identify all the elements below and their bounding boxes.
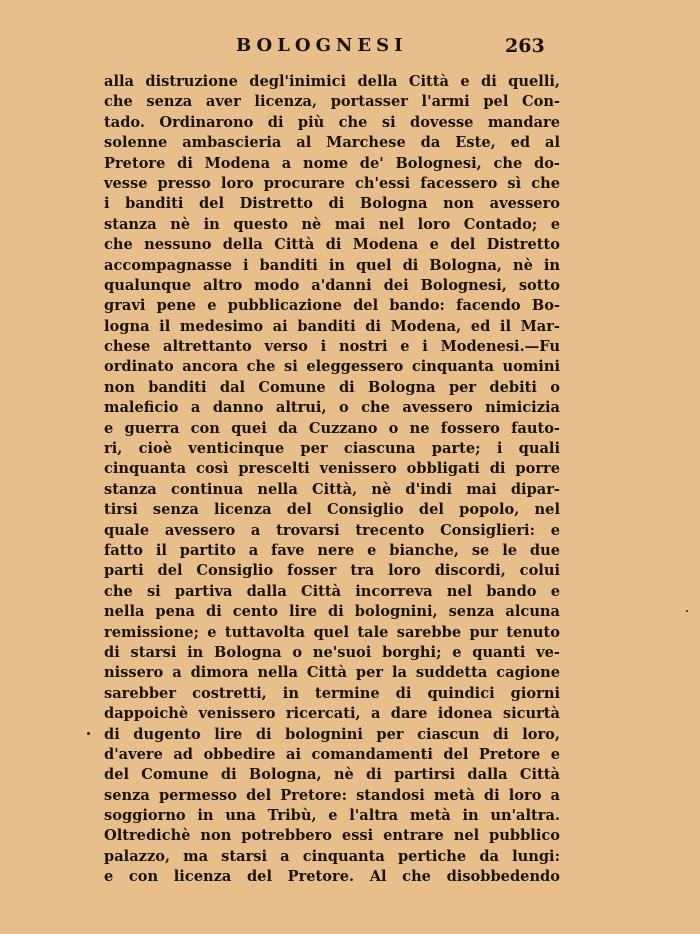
text-line: vesse presso loro procurare ch'essi facessero sì che bbox=[104, 174, 560, 192]
text-line: e con licenza del Pretore. Al che disobbedendo bbox=[104, 868, 560, 886]
text-line: gravi pene e pubblicazione del bando: facendo Bo- bbox=[104, 297, 560, 315]
text-line: che nessuno della Città di Modena e del Distretto bbox=[104, 236, 560, 254]
text-line: fatto il partito a fave nere e bianche, se le due bbox=[104, 541, 560, 559]
text-line: Pretore di Modena a nome de' Bolognesi, che do- bbox=[104, 154, 560, 172]
text-line: che si partiva dalla Città incorreva nel bando e bbox=[104, 582, 560, 600]
text-line: cinquanta così prescelti venissero obbligati di porre bbox=[104, 460, 560, 478]
text-line: Oltredichè non potrebbero essi entrare nel pubblico bbox=[104, 827, 560, 845]
text-line: ordinato ancora che si eleggessero cinquanta uomini bbox=[104, 358, 560, 376]
text-line: parti del Consiglio fosser tra loro discordi, colui bbox=[104, 562, 560, 580]
text-line: stanza nè in questo nè mai nel loro Contado; e bbox=[104, 215, 560, 233]
text-line: soggiorno in una Tribù, e l'altra metà in un'altra. bbox=[104, 807, 560, 825]
ink-speck bbox=[686, 610, 688, 612]
text-line: palazzo, ma starsi a cinquanta pertiche da lungi: bbox=[104, 847, 560, 865]
text-line: senza permesso del Pretore: standosi metà di loro a bbox=[104, 786, 560, 804]
text-line: solenne ambascieria al Marchese da Este, ed al bbox=[104, 134, 560, 152]
text-line: del Comune di Bologna, nè di partirsi dalla Città bbox=[104, 766, 560, 784]
text-line: remissione; e tuttavolta quel tale sarebbe pur tenuto bbox=[104, 623, 560, 641]
text-line: chese altrettanto verso i nostri e i Modenesi.—Fu bbox=[104, 338, 560, 356]
ink-speck bbox=[87, 732, 90, 735]
text-line: d'avere ad obbedire ai comandamenti del Pretore e bbox=[104, 745, 560, 763]
body-text bbox=[104, 72, 560, 888]
text-line: stanza continua nella Città, nè d'indi mai dipar- bbox=[104, 480, 560, 498]
text-line: non banditi dal Comune di Bologna per debiti o bbox=[104, 378, 560, 396]
text-line: che senza aver licenza, portasser l'armi pel Con- bbox=[104, 93, 560, 111]
running-head: BOLOGNESI bbox=[236, 35, 408, 56]
text-line: di dugento lire di bolognini per ciascun di loro, bbox=[104, 725, 560, 743]
text-line: i banditi del Distretto di Bologna non avessero bbox=[104, 195, 560, 213]
text-line: e guerra con quei da Cuzzano o ne fossero fauto- bbox=[104, 419, 560, 437]
text-line: nella pena di cento lire di bolognini, senza alcuna bbox=[104, 603, 560, 621]
page-number: 263 bbox=[505, 35, 545, 57]
text-line: quale avessero a trovarsi trecento Consiglieri: e bbox=[104, 521, 560, 539]
text-line: tado. Ordinarono di più che si dovesse mandare bbox=[104, 113, 560, 131]
text-line: sarebber costretti, in termine di quindici giorni bbox=[104, 684, 560, 702]
text-line: accompagnasse i banditi in quel di Bologna, nè in bbox=[104, 256, 560, 274]
text-line: logna il medesimo ai banditi di Modena, ed il Mar- bbox=[104, 317, 560, 335]
text-line: qualunque altro modo a'danni dei Bolognesi, sotto bbox=[104, 276, 560, 294]
text-line: di starsi in Bologna o ne'suoi borghi; e quanti ve- bbox=[104, 643, 560, 661]
text-line: maleficio a danno altrui, o che avessero nimicizia bbox=[104, 399, 560, 417]
text-line: tirsi senza licenza del Consiglio del popolo, nel bbox=[104, 501, 560, 519]
text-line: dappoichè venissero ricercati, a dare idonea sicurtà bbox=[104, 705, 560, 723]
text-line: alla distruzione degl'inimici della Città e di quelli, bbox=[104, 73, 560, 90]
text-line: ri, cioè venticinque per ciascuna parte; i quali bbox=[104, 440, 560, 458]
text-line: nissero a dimora nella Città per la suddetta cagione bbox=[104, 664, 560, 682]
